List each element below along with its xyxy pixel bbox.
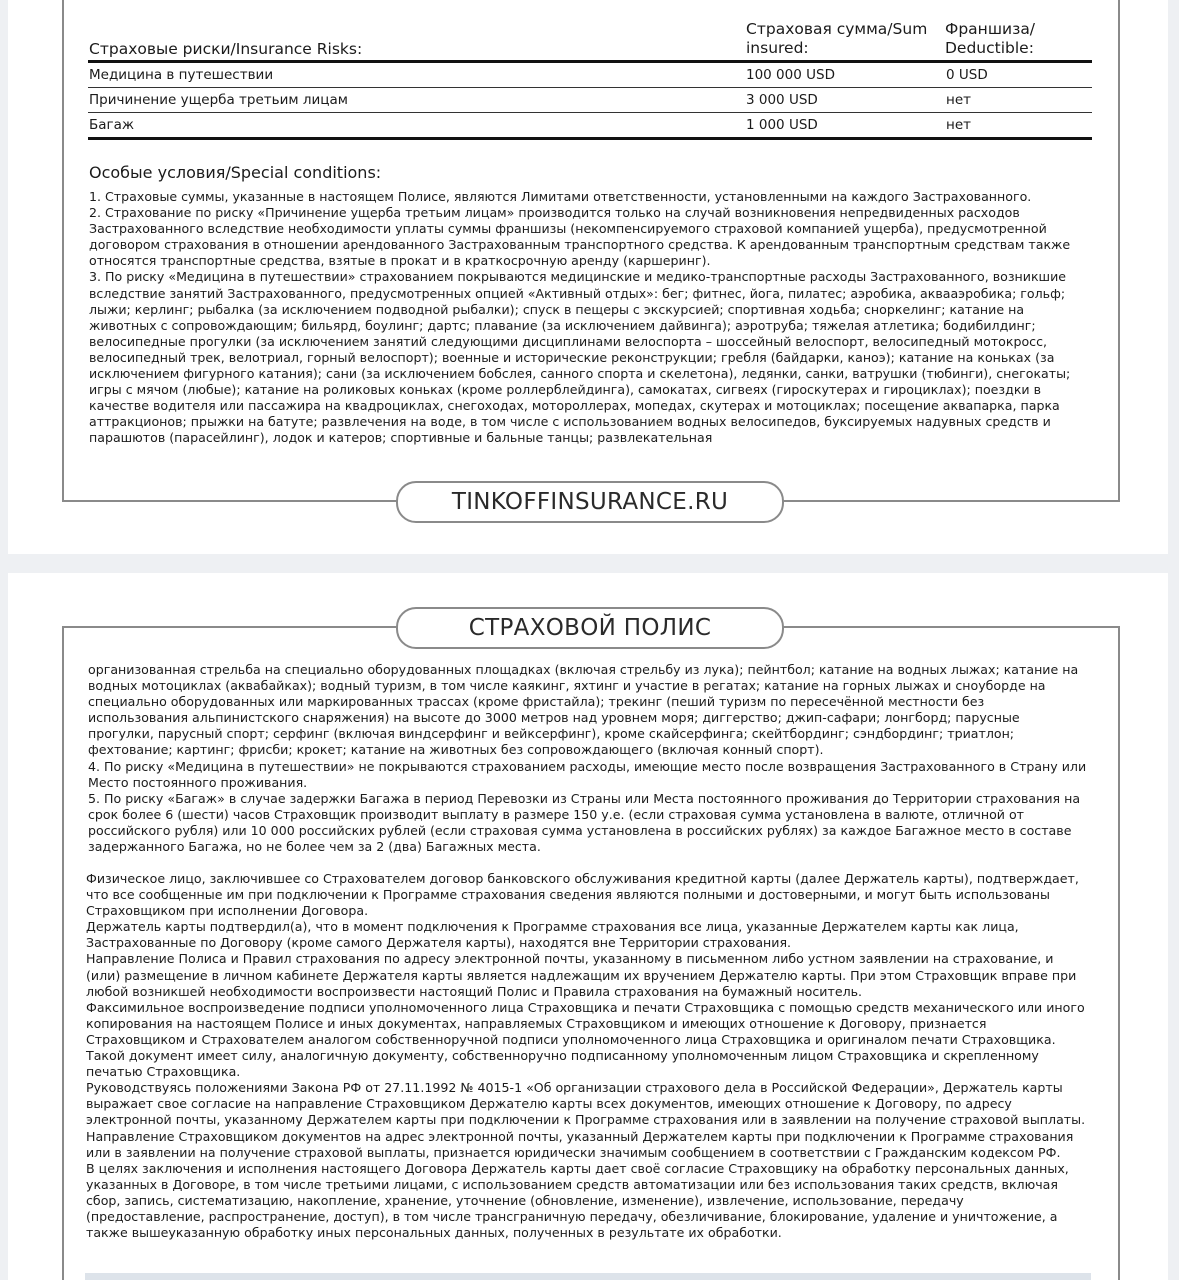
- condition-paragraph: 5. По риску «Багаж» в случае задержки Багажа в период Перевозки из Страны или Места постоянного проживания до Территории страхования на срок более 6 (шести) часов Страховщик производит выплату в размере 150 у.е. (если страховая сумма установлена в валюте, отличной от российского рубля) или 10 000 российских рублей (если страховая сумма установлена в российских рублях) за каждое Багажное место в составе задержанного Багажа, но не более чем за 2 (два) Багажных места.: [88, 790, 1081, 855]
- terms-paragraph: Руководствуясь положениями Закона РФ от 27.11.1992 № 4015-1 «Об организации страхового дела в Российской Федерации», Держатель карты выражает свое согласие на направление Страховщиком Держателю карты всех документов, имеющих отношение к Договору, по адресу электронной почты, указанному Держателем карты при подключении к Программе страхования или в заявлении на получение страховой выплаты. Направление Страховщиком документов на адрес электронной почты, указанный Держателем карты при подключении к Программе страхования или в заявлении на получение страховой выплаты, признается юридически значимым сообщением в соответствии с Гражданским кодексом РФ.: [86, 1080, 1086, 1160]
- risk-name: Причинение ущерба третьим лицам: [89, 92, 348, 108]
- condition-paragraph: организованная стрельба на специально оборудованных площадках (включая стрельбу из лука); пейнтбол; катание на водных лыжах; катание на водных мотоциклах (аквабайках); водный туризм, в том числе каякинг, яхтинг и участие в регатах; катание на горных лыжах и сноуборде на специально оборудованных или маркированных трассах (кроме фристайла); трекинг (пеший туризм по пересечённой местности без использования альпинистского снаряжения) на высоте до 3000 метров над уровнем моря; диггерство; джип-сафари; лонгборд; парусные прогулки, парусный спорт; серфинг (включая виндсерфинг и вейксерфинг), кроме скайсерфинга; скейтбординг; сэндбординг; триатлон; фехтование; картинг; фрисби; крокет; катание на животных без сопровождающего (включая конный спорт).: [88, 662, 1079, 758]
- table-header: [88, 18, 1092, 63]
- site-footer-pill: TINKOFFINSURANCE.RU: [396, 481, 784, 523]
- policy-header-pill: СТРАХОВОЙ ПОЛИС: [396, 607, 784, 649]
- risk-deductible: нет: [946, 92, 971, 108]
- special-conditions-title: Особые условия/Special conditions:: [89, 163, 382, 182]
- bottom-band: [85, 1273, 1091, 1280]
- col-sum-header: Страховая сумма/Sum insured:: [746, 20, 928, 57]
- risk-name: Багаж: [89, 117, 135, 133]
- terms-paragraph: Физическое лицо, заключившее со Страхователем договор банковского обслуживания кредитной карты (далее Держатель карты), подтверждает, что все сообщенные им при подключении к Программе страхования сведения являются полными и достоверными, и могут быть использованы Страховщиком при исполнении Договора.: [86, 871, 1079, 919]
- policy-page-1: [8, 0, 1168, 554]
- policy-page-2: [8, 573, 1168, 1280]
- table-row: [88, 113, 1092, 140]
- condition-paragraph: 1. Страховые суммы, указанные в настоящем Полисе, являются Лимитами ответственности, установленными на каждого Застрахованного.: [89, 189, 1032, 204]
- special-conditions-text: [89, 189, 1089, 447]
- policy-terms-text: [86, 871, 1086, 1241]
- risk-sum: 3 000 USD: [746, 92, 818, 108]
- terms-paragraph: Держатель карты подтвердил(а), что в момент подключения к Программе страхования все лица, указанные Держателем карты как лица, Застрахованные по Договору (кроме самого Держателя карты), находятся вне Территории страхования.: [86, 919, 1019, 951]
- risk-sum: 100 000 USD: [746, 67, 835, 83]
- special-conditions-continued: [88, 662, 1088, 855]
- risk-deductible: 0 USD: [946, 67, 988, 83]
- terms-paragraph: В целях заключения и исполнения настоящего Договора Держатель карты дает своё согласие Страховщику на обработку персональных данных, указанных в Договоре, в том числе третьими лицами, с использованием средств автоматизации или без использования таких средств, включая сбор, запись, систематизацию, накопление, хранение, уточнение (обновление, изменение), извлечение, использование, передачу (предоставление, распространение, доступ), в том числе трансграничную передачу, обезличивание, блокирование, удаление и уничтожение, а также вышеуказанную обработку иных персональных данных, полученных в результате их обработки.: [86, 1160, 1069, 1241]
- condition-paragraph: 2. Страхование по риску «Причинение ущерба третьим лицам» производится только на случай возникновения непредвиденных расходов Застрахованного вследствие необходимости уплаты суммы франшизы (некомпенсируемого страховой компанией ущерба), предусмотренной договором страхования в отношении арендованного Застрахованным транспортного средства. К арендованным транспортным средствам также относятся транспортные средства, взятые в прокат и в краткосрочную аренду (каршеринг).: [89, 205, 1071, 269]
- risk-deductible: нет: [946, 117, 971, 133]
- condition-paragraph: 3. По риску «Медицина в путешествии» страхованием покрываются медицинские и медико-транспортные расходы Застрахованного, возникшие вследствие занятий Застрахованного, предусмотренных опцией «Активный отдых»: бег; фитнес, йога, пилатес; аэробика, аквааэробика; гольф; лыжи; керлинг; рыбалка (за исключением подводной рыбалки); спуск в пещеры с экскурсией; спортивная ходьба; сноркелинг; катание на животных с сопровождающим; бильярд, боулинг; дартс; плавание (за исключением дайвинга); аэротруба; тяжелая атлетика; бодибилдинг; велосипедные прогулки (за исключением занятий следующими дисциплинами велоспорта – шоссейный велоспорт, велосипедный мотокросс, велосипедный трек, велотриал, горный велоспорт); военные и исторические реконструкции; гребля (байдарки, каноэ); катание на коньках (за исключением фигурного катания); сани (за исключением бобслея, санного спорта и скелетона), ледянки, санки, ватрушки (тюбинги), снегокаты; игры с мячом (любые); катание на роликовых коньках (кроме роллерблейдинга), самокатах, сигвеях (гироскутерах и гироциклах); поездки в качестве водителя или пассажира на квадроциклах, снегоходах, мотороллерах, мопедах, скутерах и мотоциклах; посещение аквапарка, парка аттракционов; прыжки на батуте; развлечения на воде, в том числе с использованием водных велосипедов, буксируемых надувных средств и парашютов (парасейлинг), лодок и катеров; спортивные и бальные танцы; развлекательная: [89, 269, 1071, 446]
- risk-sum: 1 000 USD: [746, 117, 818, 133]
- risk-name: Медицина в путешествии: [89, 67, 274, 83]
- col-risk-header: Страховые риски/Insurance Risks:: [89, 40, 363, 58]
- condition-paragraph: 4. По риску «Медицина в путешествии» не покрываются страхованием расходы, имеющие место после возвращения Застрахованного в Страну или Место постоянного проживания.: [88, 758, 1087, 790]
- terms-paragraph: Направление Полиса и Правил страхования по адресу электронной почты, указанному в письменном либо устном заявлении на страхование, и (или) размещение в личном кабинете Держателя карты является надлежащим их вручением Держателю карты. При этом Страховщик вправе при любой возникшей необходимости воспроизвести настоящий Полис и Правила страхования на бумажный носитель.: [86, 951, 1077, 999]
- table-row: [88, 63, 1092, 88]
- insurance-risks-table: [88, 18, 1092, 140]
- col-deductible-header: Франшиза/ Deductible:: [945, 20, 1036, 57]
- table-row: [88, 88, 1092, 113]
- terms-paragraph: Факсимильное воспроизведение подписи уполномоченного лица Страховщика и печати Страховщика с помощью средств механического или иного копирования на настоящем Полисе и иных документах, направляемых Страховщиком и имеющих отношение к Договору, признается Страховщиком и Страхователем аналогом собственноручной подписи уполномоченного лица Страховщика и оригиналом печати Страховщика. Такой документ имеет силу, аналогичную документу, собственноручно подписанному уполномоченным лицом Страховщика и скрепленному печатью Страховщика.: [86, 999, 1085, 1080]
